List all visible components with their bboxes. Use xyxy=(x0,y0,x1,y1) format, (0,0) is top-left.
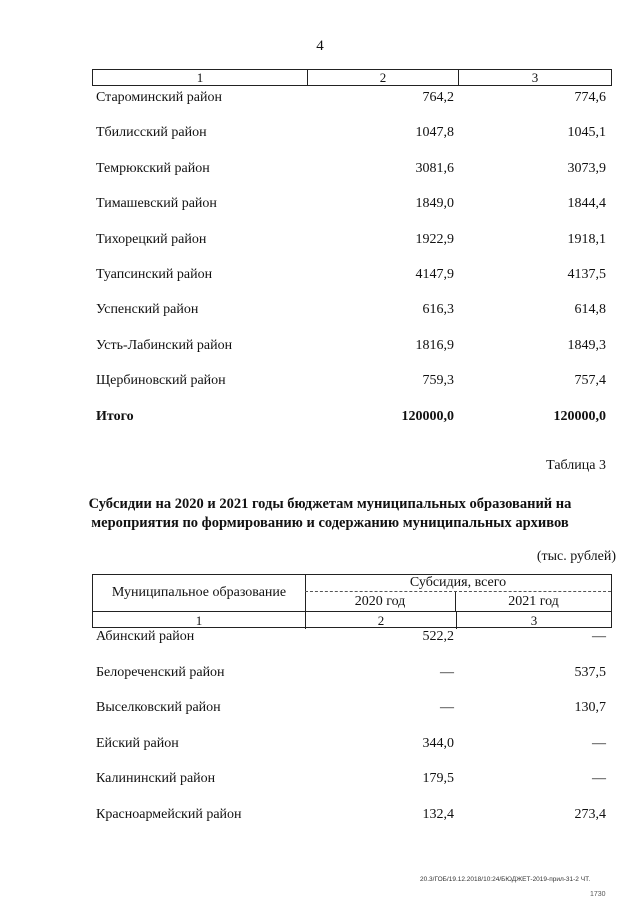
row-value: 522,2 xyxy=(422,629,454,644)
row-value: 120000,0 xyxy=(553,408,606,424)
row-value: 3073,9 xyxy=(567,160,606,176)
table-label: Таблица 3 xyxy=(546,458,606,473)
row-value: 757,4 xyxy=(574,373,606,389)
table-row xyxy=(96,373,612,393)
row-value: — xyxy=(592,771,606,786)
row-name: Выселковский район xyxy=(96,700,221,715)
table1-header xyxy=(92,69,612,86)
table2-colnum-1: 1 xyxy=(93,612,306,629)
row-value: 273,4 xyxy=(574,806,606,822)
table-row xyxy=(96,90,612,110)
table-title xyxy=(60,495,600,533)
header-municipality: Муниципальное образование xyxy=(93,575,306,611)
row-name: Щербиновский район xyxy=(96,373,226,389)
header-year-2021: 2021 год xyxy=(508,593,559,609)
table2-colnum-2: 2 xyxy=(306,612,457,629)
row-name: Тимашевский район xyxy=(96,196,217,212)
row-name: Белореченский район xyxy=(96,664,225,680)
table-row xyxy=(96,125,612,145)
row-value: 344,0 xyxy=(422,735,454,751)
row-value: 1816,9 xyxy=(415,337,454,353)
table-row xyxy=(96,771,612,791)
table-row xyxy=(96,232,612,252)
row-value: — xyxy=(440,700,454,715)
table-row xyxy=(96,700,612,720)
row-name: Ейский район xyxy=(96,735,179,751)
table2-header xyxy=(92,574,612,628)
row-value: 537,5 xyxy=(574,664,606,680)
table1-col3: 3 xyxy=(531,69,539,85)
table-row xyxy=(96,629,612,649)
row-value: 4137,5 xyxy=(567,267,606,282)
row-value: 764,2 xyxy=(422,90,454,105)
header-subsidy: Субсидия, всего xyxy=(305,575,611,592)
row-value: — xyxy=(592,629,606,644)
row-value: 1918,1 xyxy=(567,231,606,247)
row-value: 1849,0 xyxy=(415,196,454,212)
table-row xyxy=(96,338,612,358)
table-row xyxy=(96,196,612,216)
table-row xyxy=(96,267,612,287)
row-value: 759,3 xyxy=(422,373,454,389)
row-value: 120000,0 xyxy=(401,408,454,424)
row-name: Темрюкский район xyxy=(96,160,210,176)
row-value: 130,7 xyxy=(574,700,606,715)
footer-corner: 1730 xyxy=(590,891,606,898)
row-value: 1047,8 xyxy=(415,125,454,141)
row-value: 616,3 xyxy=(422,302,454,318)
table-row xyxy=(96,161,612,181)
row-name: Староминский район xyxy=(96,90,222,105)
row-name: Калининский район xyxy=(96,771,216,786)
row-value: 132,4 xyxy=(422,806,454,822)
row-value: 1844,4 xyxy=(567,196,606,212)
title-line-2: мероприятия по формированию и содержанию муниципальных архивов xyxy=(91,515,569,531)
header-year-2020: 2020 год xyxy=(305,592,456,611)
row-name: Тихорецкий район xyxy=(96,231,207,247)
row-name: Красноармейский район xyxy=(96,806,242,822)
table-row xyxy=(96,807,612,827)
row-value: 1922,9 xyxy=(415,231,454,247)
units-label: (тыс. рублей) xyxy=(536,549,616,564)
row-value: — xyxy=(440,664,454,680)
table-row xyxy=(96,302,612,322)
table1-col1: 1 xyxy=(93,70,308,85)
table2-colnum-3: 3 xyxy=(530,612,538,628)
row-value: — xyxy=(592,735,606,751)
table-row xyxy=(96,665,612,685)
row-name: Туапсинский район xyxy=(96,267,213,282)
table1-col2: 2 xyxy=(308,70,459,85)
row-value: 1849,3 xyxy=(567,337,606,353)
row-name: Тбилисский район xyxy=(96,125,207,141)
table-row xyxy=(96,409,612,429)
footer-text: 20.3/ГОБ/19.12.2018/10:24/БЮДЖЕТ-2019-прил-31-2 ЧТ. xyxy=(420,876,591,883)
row-value: 614,8 xyxy=(574,302,606,318)
row-name: Усть-Лабинский район xyxy=(96,337,233,353)
row-value: 1045,1 xyxy=(567,125,606,141)
row-name: Итого xyxy=(96,408,134,424)
row-value: 4147,9 xyxy=(415,267,454,282)
row-name: Абинский район xyxy=(96,629,195,644)
page-number: 4 xyxy=(316,38,324,54)
title-line-1: Субсидии на 2020 и 2021 годы бюджетам муниципальных образований на xyxy=(88,496,572,512)
table2-col-numbers xyxy=(93,611,611,629)
row-value: 3081,6 xyxy=(415,160,454,176)
table-row xyxy=(96,736,612,756)
row-value: 774,6 xyxy=(574,90,606,105)
row-name: Успенский район xyxy=(96,302,199,318)
row-value: 179,5 xyxy=(422,771,454,786)
